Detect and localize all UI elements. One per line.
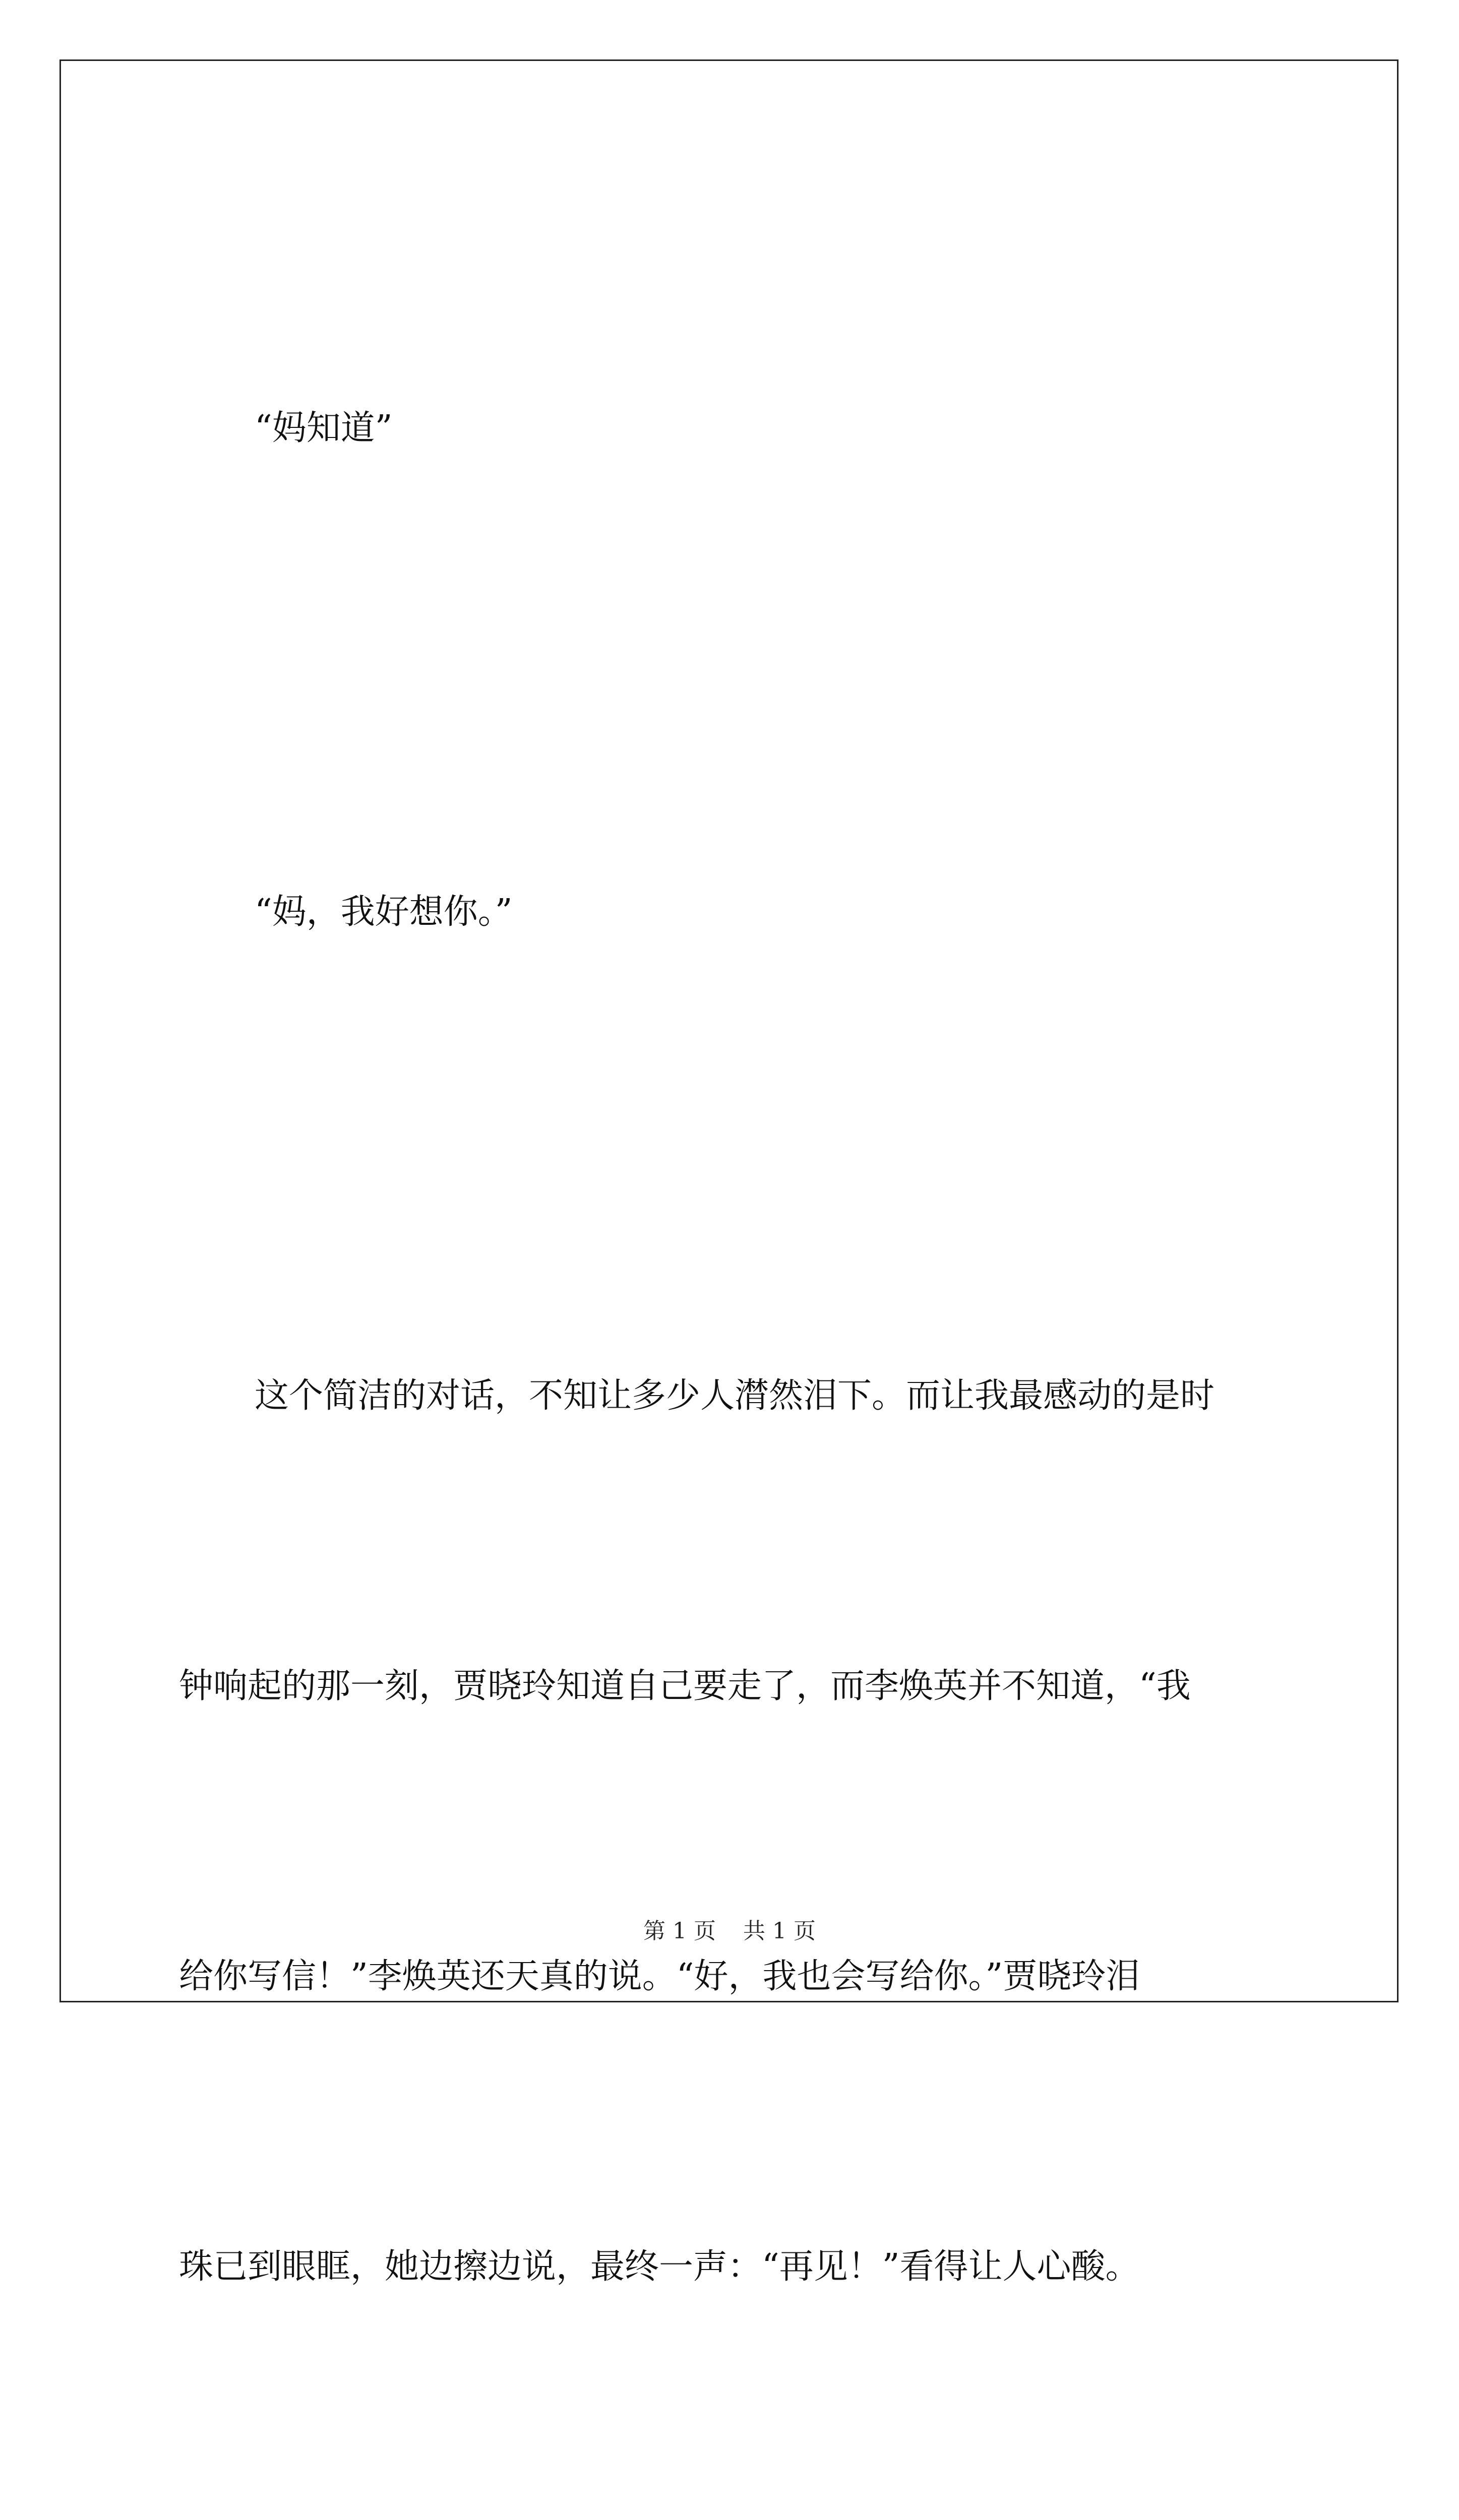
- text-line: 钟响起的那一刻，贾晓玲知道自己要走了，而李焕英并不知道，“我: [179, 1666, 1191, 1706]
- text-line: “妈，我好想你。”: [255, 892, 513, 932]
- page-number: 第 1 页: [643, 1918, 716, 1944]
- text-line: “妈知道”: [255, 408, 393, 448]
- page-footer: [0, 1913, 1459, 1945]
- text-line: 这个简洁的对话，不知让多少人潸然泪下。而让我最感动的是时: [255, 1376, 1215, 1416]
- text-line: 珠已到眼眶，她边擦边说，最终一声：“再见！”看得让人心酸。: [179, 2247, 1140, 2287]
- paragraph-2: [179, 670, 1278, 1154]
- paragraph-4: [179, 2509, 1278, 2520]
- text-line: 给你写信！”李焕英还天真的说。“好，我也会写给你。”贾晓玲泪: [179, 1957, 1140, 1996]
- paragraph-3: [179, 1154, 1278, 2509]
- paragraph-1: [179, 186, 1278, 670]
- page-total: 共 1 页: [743, 1918, 816, 1944]
- document-body: [179, 186, 1278, 2520]
